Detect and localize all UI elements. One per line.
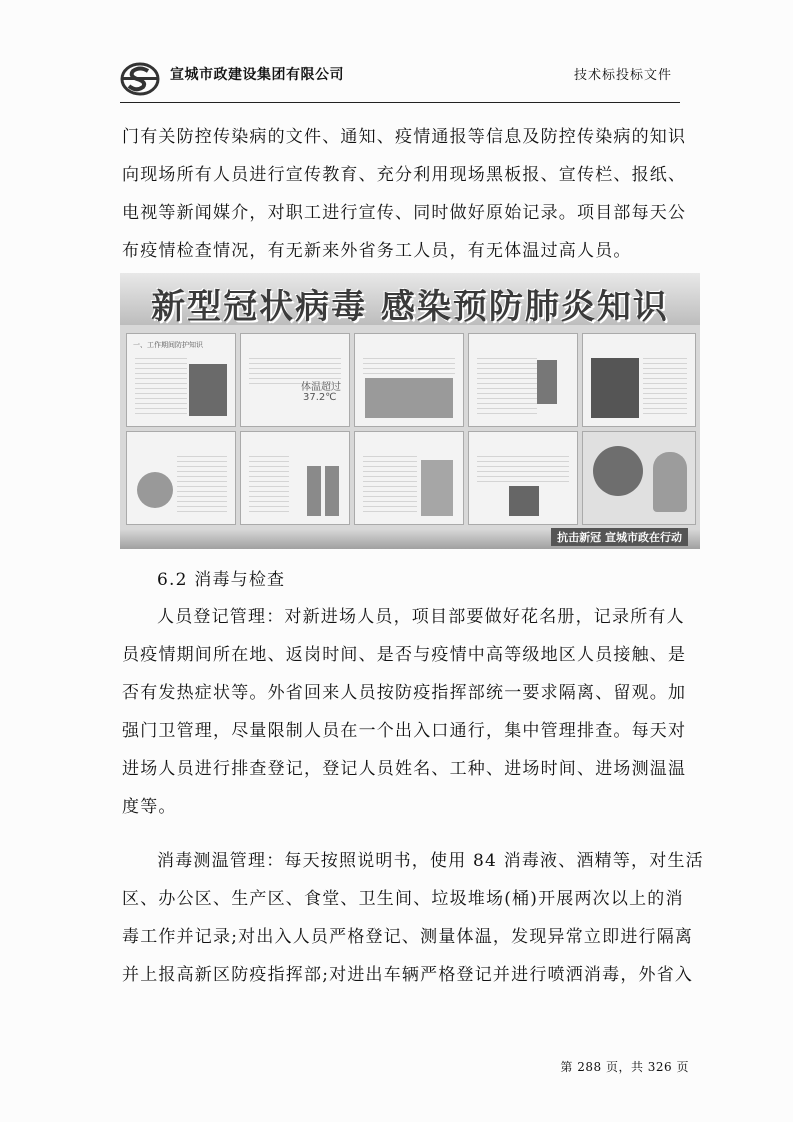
text-line: 强门卫管理，尽量限制人员在一个出入口通行，集中管理排查。每天对 bbox=[122, 721, 687, 741]
text-line: 布疫情检查情况，有无新来外省务工人员，有无体温过高人员。 bbox=[122, 241, 632, 261]
poster-panel bbox=[240, 431, 350, 525]
epidemic-poster-image bbox=[120, 273, 700, 549]
poster-panel bbox=[126, 431, 236, 525]
poster-panel-heading: 一、工作期间防护知识 bbox=[133, 341, 203, 349]
company-name: 宣城市政建设集团有限公司 bbox=[170, 67, 344, 83]
header-divider bbox=[120, 102, 680, 103]
text-line: 消毒测温管理：每天按照说明书，使用 84 消毒液、酒精等，对生活 bbox=[157, 851, 704, 871]
text-line: 人员登记管理：对新进场人员，项目部要做好花名册，记录所有人 bbox=[157, 607, 685, 627]
text-line: 毒工作并记录;对出入人员严格登记、测量体温，发现异常立即进行隔离 bbox=[122, 927, 694, 947]
page-header bbox=[120, 58, 680, 102]
text-line: 否有发热症状等。外省回来人员按防疫指挥部统一要求隔离、留观。加 bbox=[122, 683, 687, 703]
document-type: 技术标投标文件 bbox=[573, 68, 672, 83]
poster-panel bbox=[240, 333, 350, 427]
text-line: 度等。 bbox=[122, 797, 177, 817]
poster-title: 新型冠状病毒 感染预防肺炎知识 bbox=[151, 287, 669, 327]
temperature-value: 37.2℃ bbox=[303, 392, 337, 403]
poster-panel bbox=[468, 431, 578, 525]
text-line: 进场人员进行排查登记，登记人员姓名、工种、进场时间、进场测温温 bbox=[122, 759, 687, 779]
text-line: 并上报高新区防疫指挥部;对进出车辆严格登记并进行喷洒消毒，外省入 bbox=[122, 965, 694, 985]
temperature-label: 体温超过 bbox=[301, 382, 341, 393]
poster-panel bbox=[354, 333, 464, 427]
poster-panel bbox=[354, 431, 464, 525]
page-number: 第 288 页，共 326 页 bbox=[560, 1060, 689, 1074]
poster-panel bbox=[582, 333, 696, 427]
text-line: 门有关防控传染病的文件、通知、疫情通报等信息及防控传染病的知识 bbox=[122, 127, 687, 147]
text-line: 区、办公区、生产区、食堂、卫生间、垃圾堆场(桶)开展两次以上的消 bbox=[122, 889, 684, 909]
company-logo-icon bbox=[120, 62, 160, 96]
text-line: 电视等新闻媒介，对职工进行宣传、同时做好原始记录。项目部每天公 bbox=[122, 203, 687, 223]
poster-panel bbox=[126, 333, 236, 427]
text-line: 向现场所有人员进行宣传教育、充分利用现场黑板报、宣传栏、报纸、 bbox=[122, 165, 687, 185]
text-line: 员疫情期间所在地、返岗时间、是否与疫情中高等级地区人员接触、是 bbox=[122, 645, 687, 665]
section-heading: 6.2 消毒与检查 bbox=[157, 570, 286, 590]
poster-panel bbox=[468, 333, 578, 427]
poster-panel bbox=[582, 431, 696, 525]
poster-slogan: 抗击新冠 宣城市政在行动 bbox=[551, 528, 688, 546]
